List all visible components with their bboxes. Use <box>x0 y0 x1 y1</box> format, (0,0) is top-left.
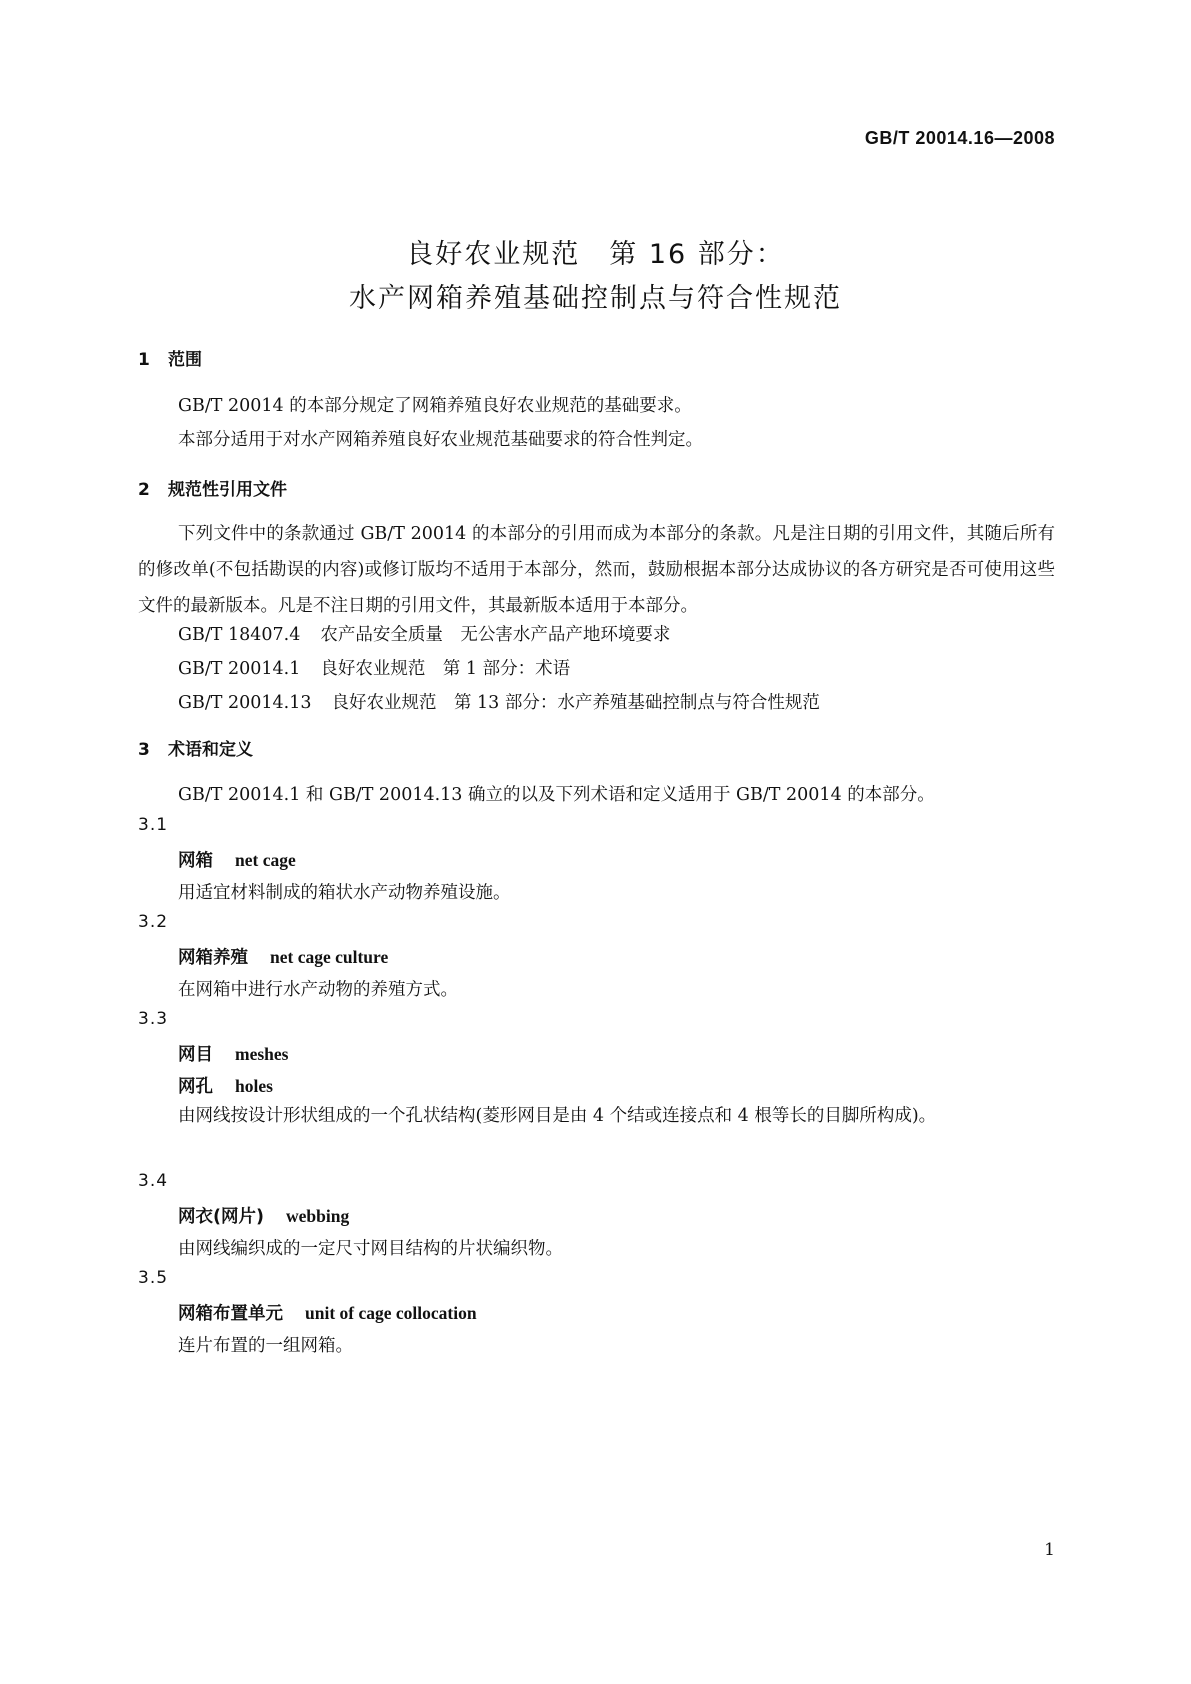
term-definition: 用适宜材料制成的箱状水产动物养殖设施。 <box>178 883 511 903</box>
section-1-paragraph-1: GB/T 20014 的本部分规定了网箱养殖良好农业规范的基础要求。 <box>178 396 692 416</box>
term-name <box>178 1203 349 1228</box>
term-definition: 连片布置的一组网箱。 <box>178 1336 353 1356</box>
term-number: 3.1 <box>138 815 169 835</box>
section-3-heading <box>138 735 253 760</box>
page-number: 1 <box>1044 1540 1055 1560</box>
term-definition: 在网箱中进行水产动物的养殖方式。 <box>178 980 458 1000</box>
term-en: net cage culture <box>270 947 389 967</box>
term-en: unit of cage collocation <box>305 1303 477 1323</box>
term-number: 3.4 <box>138 1171 169 1191</box>
term-name-alternate <box>178 1073 273 1098</box>
term-zh: 网孔 <box>178 1077 213 1097</box>
section-number: 2 <box>138 480 150 500</box>
term-name <box>178 847 296 872</box>
document-title-line1: 良好农业规范 第 16 部分： <box>406 239 785 270</box>
reference-title: 良好农业规范 第 13 部分：水产养殖基础控制点与符合性规范 <box>331 693 820 713</box>
term-name <box>178 1041 288 1066</box>
term-en: webbing <box>286 1206 350 1226</box>
section-title: 规范性引用文件 <box>168 480 287 500</box>
reference-item <box>178 621 670 646</box>
section-2-intro: 下列文件中的条款通过 GB/T 20014 的本部分的引用而成为本部分的条款。凡是注日期的引用文件，其随后所有的修改单(不包括勘误的内容)或修订版均不适用于本部分，然而，鼓励根据本部分达成协议的各方研究是否可使用这些文件的最新版本。凡是不注日期的引用文件，其最新版本适用于本部分。 <box>138 524 1055 616</box>
section-number: 3 <box>138 740 150 760</box>
section-1-paragraph-2: 本部分适用于对水产网箱养殖良好农业规范基础要求的符合性判定。 <box>178 430 703 450</box>
term-zh: 网目 <box>178 1045 213 1065</box>
term-number: 3.3 <box>138 1009 169 1029</box>
term-name <box>178 1300 477 1325</box>
standard-code: GB/T 20014.16—2008 <box>864 128 1055 148</box>
reference-code: GB/T 18407.4 <box>178 625 301 645</box>
term-definition: 由网线按设计形状组成的一个孔状结构(菱形网目是由 4 个结或连接点和 4 根等长的目脚所构成)。 <box>178 1106 937 1126</box>
term-name <box>178 944 388 969</box>
section-2-heading <box>138 475 287 500</box>
reference-title: 农产品安全质量 无公害水产品产地环境要求 <box>320 625 671 645</box>
reference-title: 良好农业规范 第 1 部分：术语 <box>320 659 571 679</box>
section-number: 1 <box>138 350 150 370</box>
term-en: holes <box>235 1076 273 1096</box>
section-3-intro: GB/T 20014.1 和 GB/T 20014.13 确立的以及下列术语和定义适用于 GB/T 20014 的本部分。 <box>178 785 935 805</box>
reference-item <box>178 655 570 680</box>
term-en: net cage <box>235 850 296 870</box>
reference-code: GB/T 20014.1 <box>178 659 301 679</box>
term-zh: 网衣(网片) <box>178 1207 264 1227</box>
term-zh: 网箱 <box>178 851 213 871</box>
term-number: 3.5 <box>138 1268 169 1288</box>
reference-item <box>178 689 820 714</box>
section-title: 术语和定义 <box>168 740 253 760</box>
term-en: meshes <box>235 1044 289 1064</box>
term-zh: 网箱布置单元 <box>178 1304 283 1324</box>
term-definition: 由网线编织成的一定尺寸网目结构的片状编织物。 <box>178 1239 563 1259</box>
section-title: 范围 <box>168 350 202 370</box>
reference-code: GB/T 20014.13 <box>178 693 312 713</box>
section-1-heading <box>138 345 202 370</box>
document-title-line2: 水产网箱养殖基础控制点与符合性规范 <box>349 283 842 314</box>
term-number: 3.2 <box>138 912 169 932</box>
term-zh: 网箱养殖 <box>178 948 248 968</box>
